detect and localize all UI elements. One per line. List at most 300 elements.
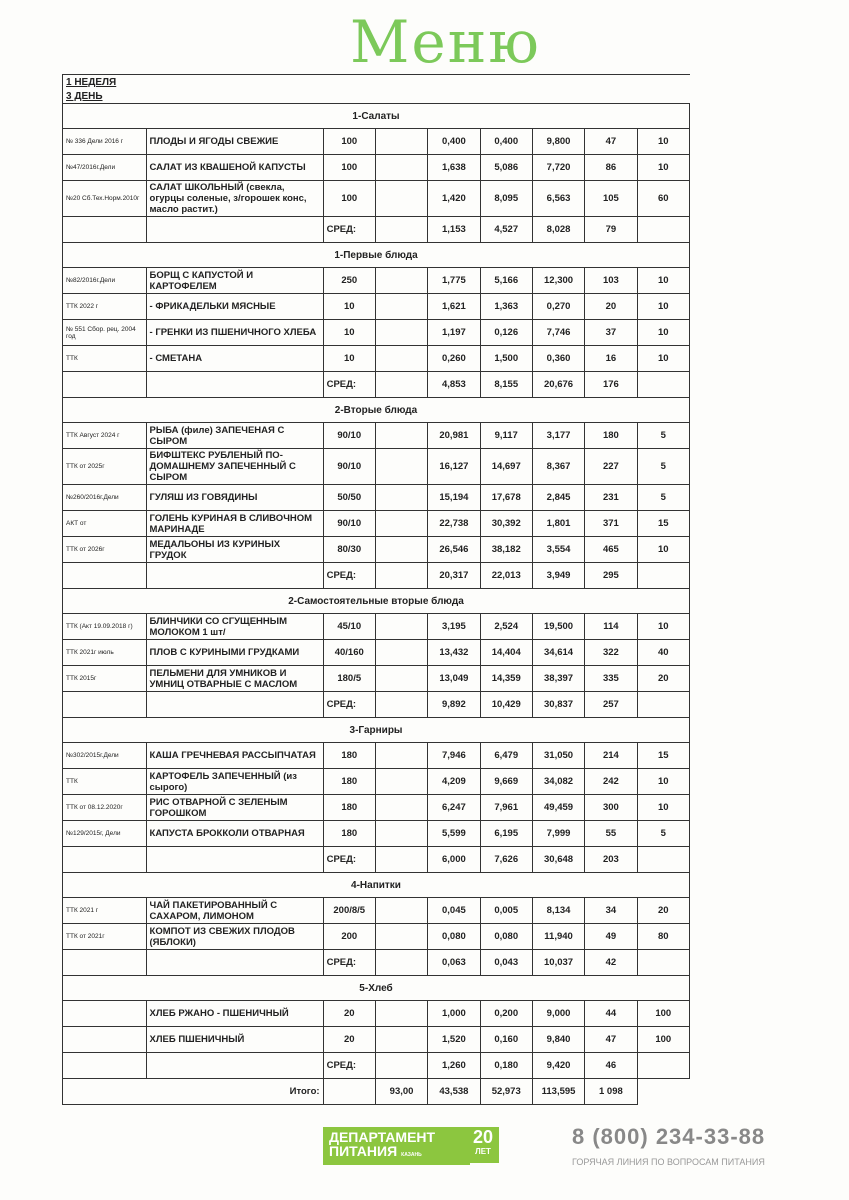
table-row: [63, 743, 690, 769]
section-title: 1-Первые блюда: [63, 243, 690, 268]
price: [375, 743, 427, 769]
table-row: [63, 769, 690, 795]
proteins: 1,520: [428, 1027, 480, 1053]
table-row: [63, 423, 690, 449]
empty-cell: [63, 692, 147, 718]
extra-value: 10: [637, 320, 689, 346]
recipe-code: АКТ от: [63, 511, 147, 537]
proteins: 0,063: [428, 950, 480, 976]
price: [375, 485, 427, 511]
table-row: [63, 537, 690, 563]
recipe-code: №302/2015г.Дели: [63, 743, 147, 769]
proteins: 1,197: [428, 320, 480, 346]
calories: 335: [585, 666, 637, 692]
total-price: 93,00: [375, 1079, 427, 1105]
carbs: 10,037: [532, 950, 584, 976]
proteins: 1,775: [428, 268, 480, 294]
fats: 10,429: [480, 692, 532, 718]
table-row: [63, 181, 690, 217]
empty-cell: [146, 563, 323, 589]
table-row: [63, 821, 690, 847]
recipe-code: №260/2016г.Дели: [63, 485, 147, 511]
dish-name: КАРТОФЕЛЬ ЗАПЕЧЕННЫЙ (из сырого): [146, 769, 323, 795]
portion-weight: 180/5: [323, 666, 375, 692]
day-label: 3 ДЕНЬ: [63, 89, 690, 104]
recipe-code: ТТК 2015г: [63, 666, 147, 692]
section-header-row: [63, 589, 690, 614]
logo-line2: ПИТАНИЯ: [329, 1143, 398, 1159]
average-row: [63, 692, 690, 718]
dish-name: МЕДАЛЬОНЫ ИЗ КУРИНЫХ ГРУДОК: [146, 537, 323, 563]
price: [375, 821, 427, 847]
carbs: 49,459: [532, 795, 584, 821]
recipe-code: ТТК от 08.12.2020г: [63, 795, 147, 821]
average-label: СРЕД:: [323, 847, 375, 873]
price: [375, 449, 427, 485]
price: [375, 924, 427, 950]
proteins: 6,000: [428, 847, 480, 873]
carbs: 7,720: [532, 155, 584, 181]
fats: 0,126: [480, 320, 532, 346]
header-row: [63, 75, 690, 90]
dish-name: ПЛОДЫ И ЯГОДЫ СВЕЖИЕ: [146, 129, 323, 155]
carbs: 19,500: [532, 614, 584, 640]
empty-cell: [63, 1053, 147, 1079]
portion-weight: 45/10: [323, 614, 375, 640]
logo-line1: ДЕПАРТАМЕНТ: [329, 1129, 436, 1145]
fats: 0,005: [480, 898, 532, 924]
total-carbs: 113,595: [532, 1079, 584, 1105]
extra-value: 20: [637, 666, 689, 692]
empty-cell: [637, 563, 689, 589]
empty-cell: [146, 372, 323, 398]
carbs: 9,800: [532, 129, 584, 155]
extra-value: 60: [637, 181, 689, 217]
carbs: 20,676: [532, 372, 584, 398]
carbs: 9,000: [532, 1001, 584, 1027]
dish-name: ХЛЕБ РЖАНО - ПШЕНИЧНЫЙ: [146, 1001, 323, 1027]
proteins: 6,247: [428, 795, 480, 821]
average-label: СРЕД:: [323, 563, 375, 589]
average-label: СРЕД:: [323, 217, 375, 243]
calories: 300: [585, 795, 637, 821]
recipe-code: ТТК от 2025г: [63, 449, 147, 485]
table-row: [63, 614, 690, 640]
calories: 49: [585, 924, 637, 950]
table-row: [63, 155, 690, 181]
table-row: [63, 666, 690, 692]
calories: 257: [585, 692, 637, 718]
fats: 17,678: [480, 485, 532, 511]
proteins: 0,080: [428, 924, 480, 950]
calories: 176: [585, 372, 637, 398]
calories: 86: [585, 155, 637, 181]
dish-name: ПЛОВ С КУРИНЫМИ ГРУДКАМИ: [146, 640, 323, 666]
fats: 8,155: [480, 372, 532, 398]
logo-years-label: ЛЕТ: [475, 1147, 491, 1156]
carbs: 8,028: [532, 217, 584, 243]
extra-value: 5: [637, 423, 689, 449]
portion-weight: 200/8/5: [323, 898, 375, 924]
calories: 214: [585, 743, 637, 769]
logo-city: КАЗАНЬ: [401, 1152, 422, 1158]
calories: 203: [585, 847, 637, 873]
calories: 34: [585, 898, 637, 924]
carbs: 31,050: [532, 743, 584, 769]
empty-cell: [637, 950, 689, 976]
recipe-code: № 336 Дели 2016 г: [63, 129, 147, 155]
proteins: 1,638: [428, 155, 480, 181]
extra-value: 5: [637, 821, 689, 847]
fats: 6,479: [480, 743, 532, 769]
extra-value: 100: [637, 1027, 689, 1053]
empty-cell: [323, 1079, 375, 1105]
portion-weight: 80/30: [323, 537, 375, 563]
proteins: 26,546: [428, 537, 480, 563]
table-row: [63, 268, 690, 294]
recipe-code: ТТК от 2021г: [63, 924, 147, 950]
extra-value: 10: [637, 346, 689, 372]
extra-value: 40: [637, 640, 689, 666]
empty-cell: [637, 372, 689, 398]
portion-weight: 90/10: [323, 511, 375, 537]
empty-cell: [375, 217, 427, 243]
total-label: Итого:: [63, 1079, 324, 1105]
fats: 7,626: [480, 847, 532, 873]
carbs: 7,746: [532, 320, 584, 346]
fats: 30,392: [480, 511, 532, 537]
table-row: [63, 511, 690, 537]
empty-cell: [375, 950, 427, 976]
hotline-phone: 8 (800) 234-33-88: [572, 1124, 766, 1149]
empty-cell: [63, 847, 147, 873]
fats: 14,404: [480, 640, 532, 666]
portion-weight: 90/10: [323, 449, 375, 485]
price: [375, 346, 427, 372]
table-row: [63, 320, 690, 346]
calories: 16: [585, 346, 637, 372]
table-row: [63, 449, 690, 485]
calories: 20: [585, 294, 637, 320]
fats: 0,080: [480, 924, 532, 950]
fats: 14,359: [480, 666, 532, 692]
portion-weight: 180: [323, 795, 375, 821]
calories: 465: [585, 537, 637, 563]
empty-cell: [146, 950, 323, 976]
table-row: [63, 924, 690, 950]
price: [375, 666, 427, 692]
section-header-row: [63, 104, 690, 129]
fats: 0,180: [480, 1053, 532, 1079]
calories: 46: [585, 1053, 637, 1079]
extra-value: 5: [637, 485, 689, 511]
extra-value: 10: [637, 268, 689, 294]
hotline-caption: ГОРЯЧАЯ ЛИНИЯ ПО ВОПРОСАМ ПИТАНИЯ: [572, 1157, 765, 1167]
proteins: 1,260: [428, 1053, 480, 1079]
proteins: 22,738: [428, 511, 480, 537]
portion-weight: 100: [323, 155, 375, 181]
dish-name: ГУЛЯШ ИЗ ГОВЯДИНЫ: [146, 485, 323, 511]
dish-name: - ГРЕНКИ ИЗ ПШЕНИЧНОГО ХЛЕБА: [146, 320, 323, 346]
page-title: Меню: [350, 8, 541, 76]
calories: 47: [585, 1027, 637, 1053]
average-label: СРЕД:: [323, 372, 375, 398]
dish-name: - СМЕТАНА: [146, 346, 323, 372]
price: [375, 155, 427, 181]
week-label: 1 НЕДЕЛЯ: [63, 75, 690, 90]
table-row: [63, 1027, 690, 1053]
dish-name: КАША ГРЕЧНЕВАЯ РАССЫПЧАТАЯ: [146, 743, 323, 769]
portion-weight: 200: [323, 924, 375, 950]
calories: 371: [585, 511, 637, 537]
dish-name: БЛИНЧИКИ СО СГУЩЕННЫМ МОЛОКОМ 1 шт/: [146, 614, 323, 640]
section-header-row: [63, 873, 690, 898]
carbs: 3,554: [532, 537, 584, 563]
fats: 0,160: [480, 1027, 532, 1053]
carbs: 9,420: [532, 1053, 584, 1079]
calories: 227: [585, 449, 637, 485]
average-row: [63, 372, 690, 398]
carbs: 30,648: [532, 847, 584, 873]
average-row: [63, 950, 690, 976]
section-title: 5-Хлеб: [63, 976, 690, 1001]
fats: 8,095: [480, 181, 532, 217]
calories: 114: [585, 614, 637, 640]
price: [375, 537, 427, 563]
price: [375, 320, 427, 346]
extra-value: 10: [637, 294, 689, 320]
empty-cell: [63, 372, 147, 398]
dish-name: ПЕЛЬМЕНИ ДЛЯ УМНИКОВ И УМНИЦ ОТВАРНЫЕ С МАСЛОМ: [146, 666, 323, 692]
portion-weight: 40/160: [323, 640, 375, 666]
portion-weight: 20: [323, 1001, 375, 1027]
price: [375, 511, 427, 537]
recipe-code: №82/2016г.Дели: [63, 268, 147, 294]
carbs: 2,845: [532, 485, 584, 511]
price: [375, 614, 427, 640]
extra-value: 10: [637, 614, 689, 640]
fats: 14,697: [480, 449, 532, 485]
recipe-code: ТТК (Акт 19.09.2018 г): [63, 614, 147, 640]
dish-name: БИФШТЕКС РУБЛЕНЫЙ ПО-ДОМАШНЕМУ ЗАПЕЧЕННЫЙ С СЫРОМ: [146, 449, 323, 485]
section-header-row: [63, 718, 690, 743]
proteins: 1,000: [428, 1001, 480, 1027]
fats: 5,166: [480, 268, 532, 294]
fats: 22,013: [480, 563, 532, 589]
calories: 103: [585, 268, 637, 294]
section-title: 3-Гарниры: [63, 718, 690, 743]
proteins: 13,049: [428, 666, 480, 692]
table-row: [63, 346, 690, 372]
empty-cell: [637, 217, 689, 243]
portion-weight: 180: [323, 743, 375, 769]
recipe-code: ТТК: [63, 769, 147, 795]
calories: 55: [585, 821, 637, 847]
calories: 105: [585, 181, 637, 217]
empty-cell: [146, 847, 323, 873]
carbs: 7,999: [532, 821, 584, 847]
section-title: 2-Самостоятельные вторые блюда: [63, 589, 690, 614]
header-row: [63, 89, 690, 104]
proteins: 16,127: [428, 449, 480, 485]
price: [375, 181, 427, 217]
proteins: 0,260: [428, 346, 480, 372]
empty-cell: [63, 563, 147, 589]
price: [375, 129, 427, 155]
average-label: СРЕД:: [323, 1053, 375, 1079]
empty-cell: [637, 847, 689, 873]
extra-value: 20: [637, 898, 689, 924]
dish-name: КОМПОТ ИЗ СВЕЖИХ ПЛОДОВ (ЯБЛОКИ): [146, 924, 323, 950]
recipe-code: № 551 Сбор. рец. 2004 год: [63, 320, 147, 346]
carbs: 34,082: [532, 769, 584, 795]
department-logo: [323, 1127, 470, 1165]
section-title: 1-Салаты: [63, 104, 690, 129]
extra-value: 10: [637, 155, 689, 181]
recipe-code: ТТК от 2026г: [63, 537, 147, 563]
table-row: [63, 485, 690, 511]
average-row: [63, 847, 690, 873]
portion-weight: 10: [323, 346, 375, 372]
dish-name: КАПУСТА БРОККОЛИ ОТВАРНАЯ: [146, 821, 323, 847]
average-row: [63, 563, 690, 589]
recipe-code: [63, 1001, 147, 1027]
section-title: 4-Напитки: [63, 873, 690, 898]
total-row: [63, 1079, 690, 1105]
fats: 9,117: [480, 423, 532, 449]
logo-years: 20: [472, 1127, 494, 1147]
recipe-code: №20 Сб.Тех.Норм.2010г: [63, 181, 147, 217]
empty-cell: [146, 1053, 323, 1079]
recipe-code: ТТК 2021 г: [63, 898, 147, 924]
carbs: 11,940: [532, 924, 584, 950]
total-proteins: 43,538: [428, 1079, 480, 1105]
extra-value: 10: [637, 795, 689, 821]
dish-name: ЧАЙ ПАКЕТИРОВАННЫЙ С САХАРОМ, ЛИМОНОМ: [146, 898, 323, 924]
section-header-row: [63, 243, 690, 268]
portion-weight: 10: [323, 294, 375, 320]
proteins: 1,621: [428, 294, 480, 320]
anniversary-badge: [467, 1127, 499, 1163]
empty-cell: [637, 1053, 689, 1079]
price: [375, 640, 427, 666]
extra-value: 5: [637, 449, 689, 485]
average-label: СРЕД:: [323, 950, 375, 976]
empty-cell: [146, 692, 323, 718]
price: [375, 795, 427, 821]
extra-value: 80: [637, 924, 689, 950]
total-calories: 1 098: [585, 1079, 637, 1105]
extra-value: 100: [637, 1001, 689, 1027]
section-title: 2-Вторые блюда: [63, 398, 690, 423]
proteins: 20,317: [428, 563, 480, 589]
average-row: [63, 217, 690, 243]
recipe-code: ТТК 2022 г: [63, 294, 147, 320]
extra-value: 10: [637, 129, 689, 155]
table-row: [63, 640, 690, 666]
calories: 231: [585, 485, 637, 511]
proteins: 13,432: [428, 640, 480, 666]
proteins: 15,194: [428, 485, 480, 511]
recipe-code: [63, 1027, 147, 1053]
price: [375, 769, 427, 795]
carbs: 8,134: [532, 898, 584, 924]
price: [375, 1001, 427, 1027]
proteins: 3,195: [428, 614, 480, 640]
table-row: [63, 294, 690, 320]
empty-cell: [375, 563, 427, 589]
recipe-code: №129/2015г, Дели: [63, 821, 147, 847]
calories: 242: [585, 769, 637, 795]
extra-value: 15: [637, 743, 689, 769]
calories: 42: [585, 950, 637, 976]
dish-name: РЫБА (филе) ЗАПЕЧЕНАЯ С СЫРОМ: [146, 423, 323, 449]
proteins: 5,599: [428, 821, 480, 847]
calories: 295: [585, 563, 637, 589]
proteins: 0,400: [428, 129, 480, 155]
calories: 47: [585, 129, 637, 155]
table-row: [63, 898, 690, 924]
calories: 37: [585, 320, 637, 346]
table-row: [63, 1001, 690, 1027]
proteins: 4,209: [428, 769, 480, 795]
portion-weight: 90/10: [323, 423, 375, 449]
portion-weight: 10: [323, 320, 375, 346]
average-label: СРЕД:: [323, 692, 375, 718]
fats: 2,524: [480, 614, 532, 640]
fats: 0,043: [480, 950, 532, 976]
fats: 1,500: [480, 346, 532, 372]
table-row: [63, 129, 690, 155]
portion-weight: 100: [323, 129, 375, 155]
portion-weight: 180: [323, 769, 375, 795]
proteins: 1,420: [428, 181, 480, 217]
fats: 1,363: [480, 294, 532, 320]
portion-weight: 250: [323, 268, 375, 294]
price: [375, 1027, 427, 1053]
empty-cell: [63, 217, 147, 243]
carbs: 38,397: [532, 666, 584, 692]
extra-value: 10: [637, 537, 689, 563]
menu-table: [62, 74, 690, 1105]
dish-name: БОРЩ С КАПУСТОЙ И КАРТОФЕЛЕМ: [146, 268, 323, 294]
empty-cell: [375, 847, 427, 873]
fats: 6,195: [480, 821, 532, 847]
carbs: 34,614: [532, 640, 584, 666]
price: [375, 268, 427, 294]
fats: 4,527: [480, 217, 532, 243]
portion-weight: 180: [323, 821, 375, 847]
carbs: 12,300: [532, 268, 584, 294]
proteins: 0,045: [428, 898, 480, 924]
fats: 7,961: [480, 795, 532, 821]
calories: 322: [585, 640, 637, 666]
empty-cell: [375, 692, 427, 718]
carbs: 3,949: [532, 563, 584, 589]
carbs: 3,177: [532, 423, 584, 449]
carbs: 1,801: [532, 511, 584, 537]
empty-cell: [637, 692, 689, 718]
dish-name: - ФРИКАДЕЛЬКИ МЯСНЫЕ: [146, 294, 323, 320]
calories: 44: [585, 1001, 637, 1027]
section-header-row: [63, 976, 690, 1001]
average-row: [63, 1053, 690, 1079]
dish-name: САЛАТ ШКОЛЬНЫЙ (свекла, огурцы соленые, з/горошек конс, масло растит.): [146, 181, 323, 217]
carbs: 0,270: [532, 294, 584, 320]
calories: 79: [585, 217, 637, 243]
proteins: 9,892: [428, 692, 480, 718]
portion-weight: 20: [323, 1027, 375, 1053]
